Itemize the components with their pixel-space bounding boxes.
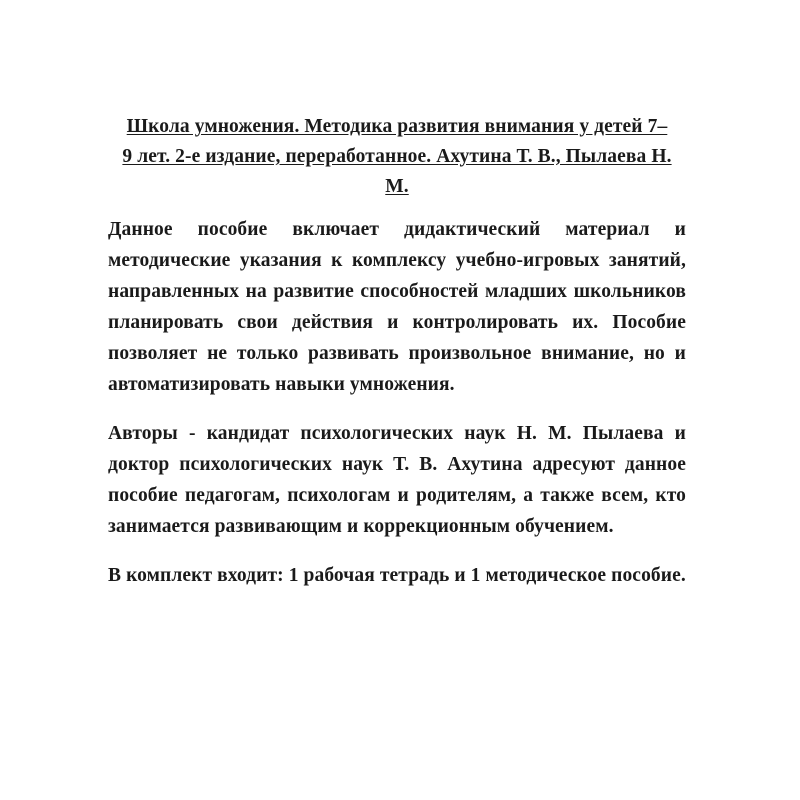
- paragraph-2: Авторы - кандидат психологических наук Н. М. Пылаева и доктор психологических наук Т. В. Ахутина адресуют данное пособие педагогам, психологам и родителям, а также всем, кто занимается развивающим и коррекционным обучением.: [108, 423, 686, 537]
- document-text-block: [108, 112, 686, 591]
- paragraph-1: Данное пособие включает дидактический материал и методические указания к комплексу учебно-игровых занятий, направленных на развитие способностей младших школьников планировать свои действия и контролировать их. Пособие позволяет не только развивать произвольное внимание, но и автоматизировать навыки умножения.: [108, 219, 686, 395]
- page-title: Школа умножения. Методика развития внимания у детей 7–9 лет. 2-е издание, переработанное. Ахутина Т. В., Пылаева Н. М.: [122, 116, 672, 197]
- paragraph-3: В комплект входит: 1 рабочая тетрадь и 1 методическое пособие.: [108, 565, 686, 586]
